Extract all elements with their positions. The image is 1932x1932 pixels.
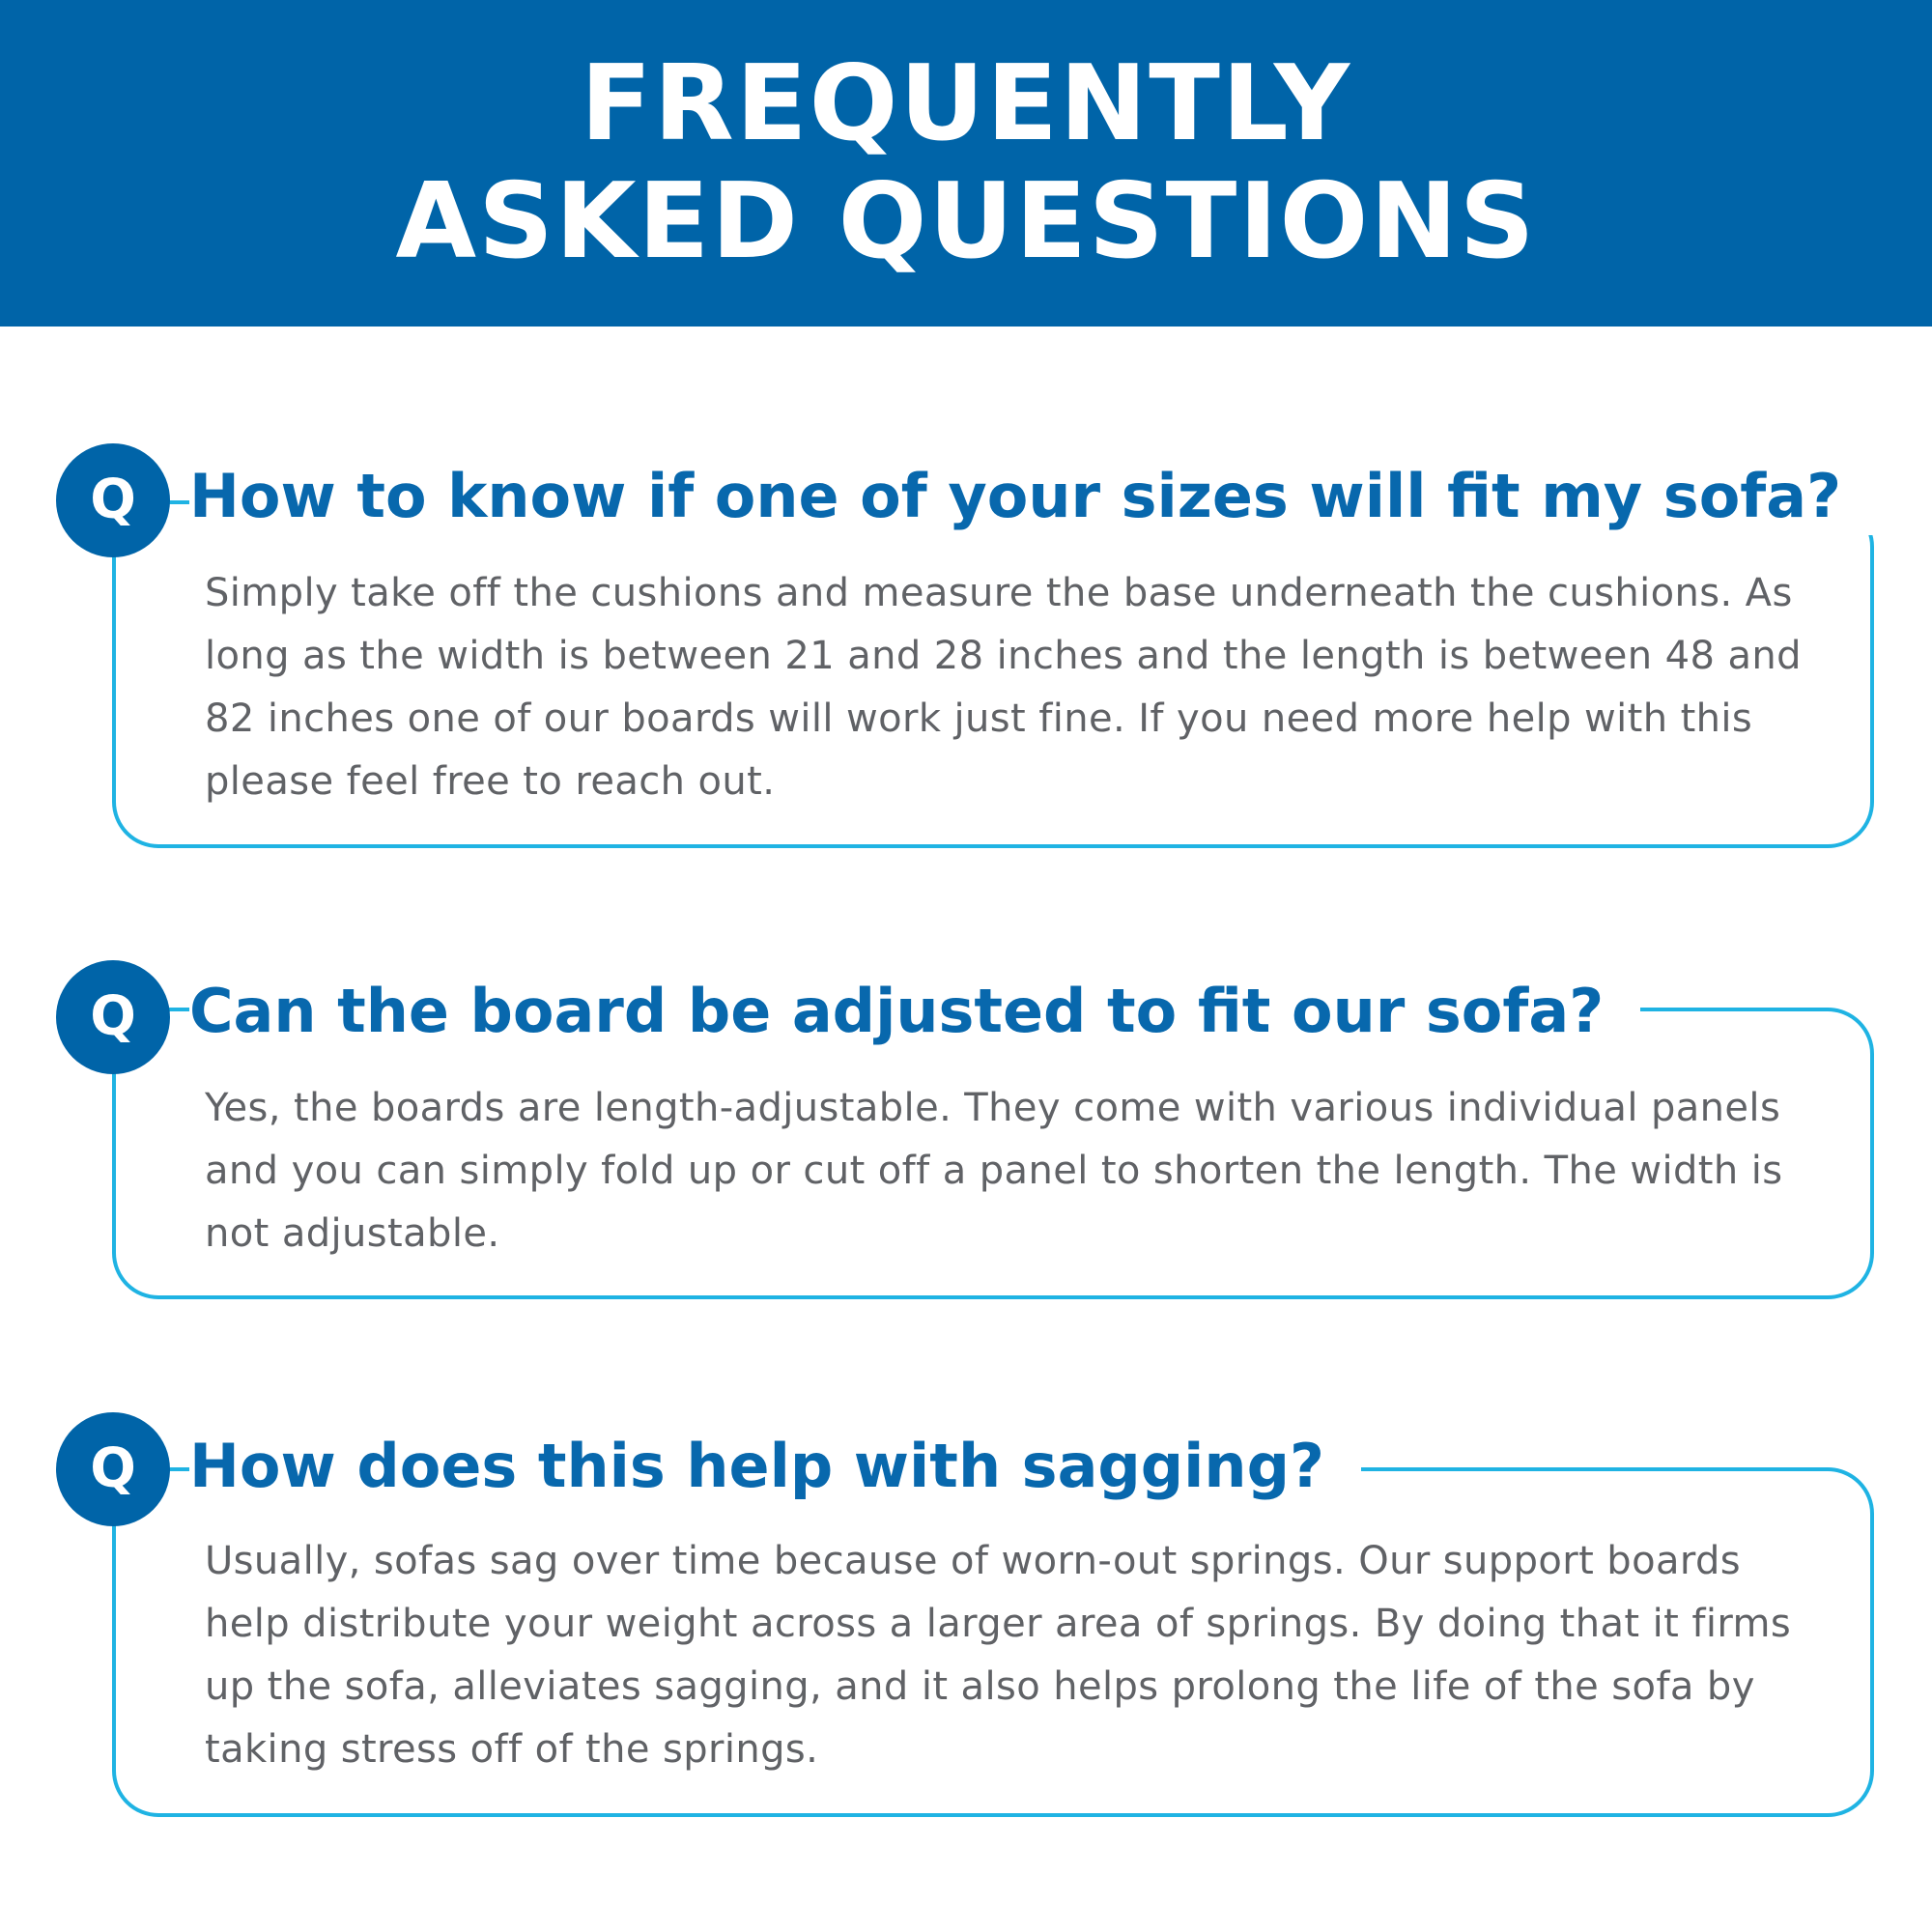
q-badge-icon: Q <box>56 960 170 1074</box>
page-title-line-1: FREQUENTLY <box>580 43 1352 164</box>
page-title-line-2: ASKED QUESTIONS <box>395 161 1537 282</box>
faq-item-2-question-wrap <box>189 973 1640 1050</box>
faq-item-1-answer: Simply take off the cushions and measure the base underneath the cushions. As long as the width is between 21 and 28 inches and the length is between 48 and 82 inches one of our boards will work just fine. If you need more help with this please feel free to reach out. <box>205 571 1802 804</box>
faq-item-2-question: Can the board be adjusted to fit our sofa? <box>189 976 1605 1046</box>
q-badge-icon: Q <box>56 1412 170 1526</box>
faq-item-1-question: How to know if one of your sizes will fit my sofa? <box>189 461 1842 531</box>
faq-item-3-answer: Usually, sofas sag over time because of worn-out springs. Our support boards help distribute your weight across a larger area of springs. By doing that it firms up the sofa, alleviates sagging, and it also helps prolong the life of the sofa by taking stress off of the springs. <box>205 1539 1792 1772</box>
faq-item-3-question-wrap <box>189 1428 1361 1505</box>
faq-item-2-answer: Yes, the boards are length-adjustable. They come with various individual panels and you can simply fold up or cut off a panel to shorten the length. The width is not adjustable. <box>205 1086 1783 1256</box>
faq-header <box>0 0 1932 327</box>
q-badge-icon: Q <box>56 443 170 557</box>
faq-item-1-question-wrap <box>189 458 1878 535</box>
faq-item-3-question: How does this help with sagging? <box>189 1431 1324 1501</box>
